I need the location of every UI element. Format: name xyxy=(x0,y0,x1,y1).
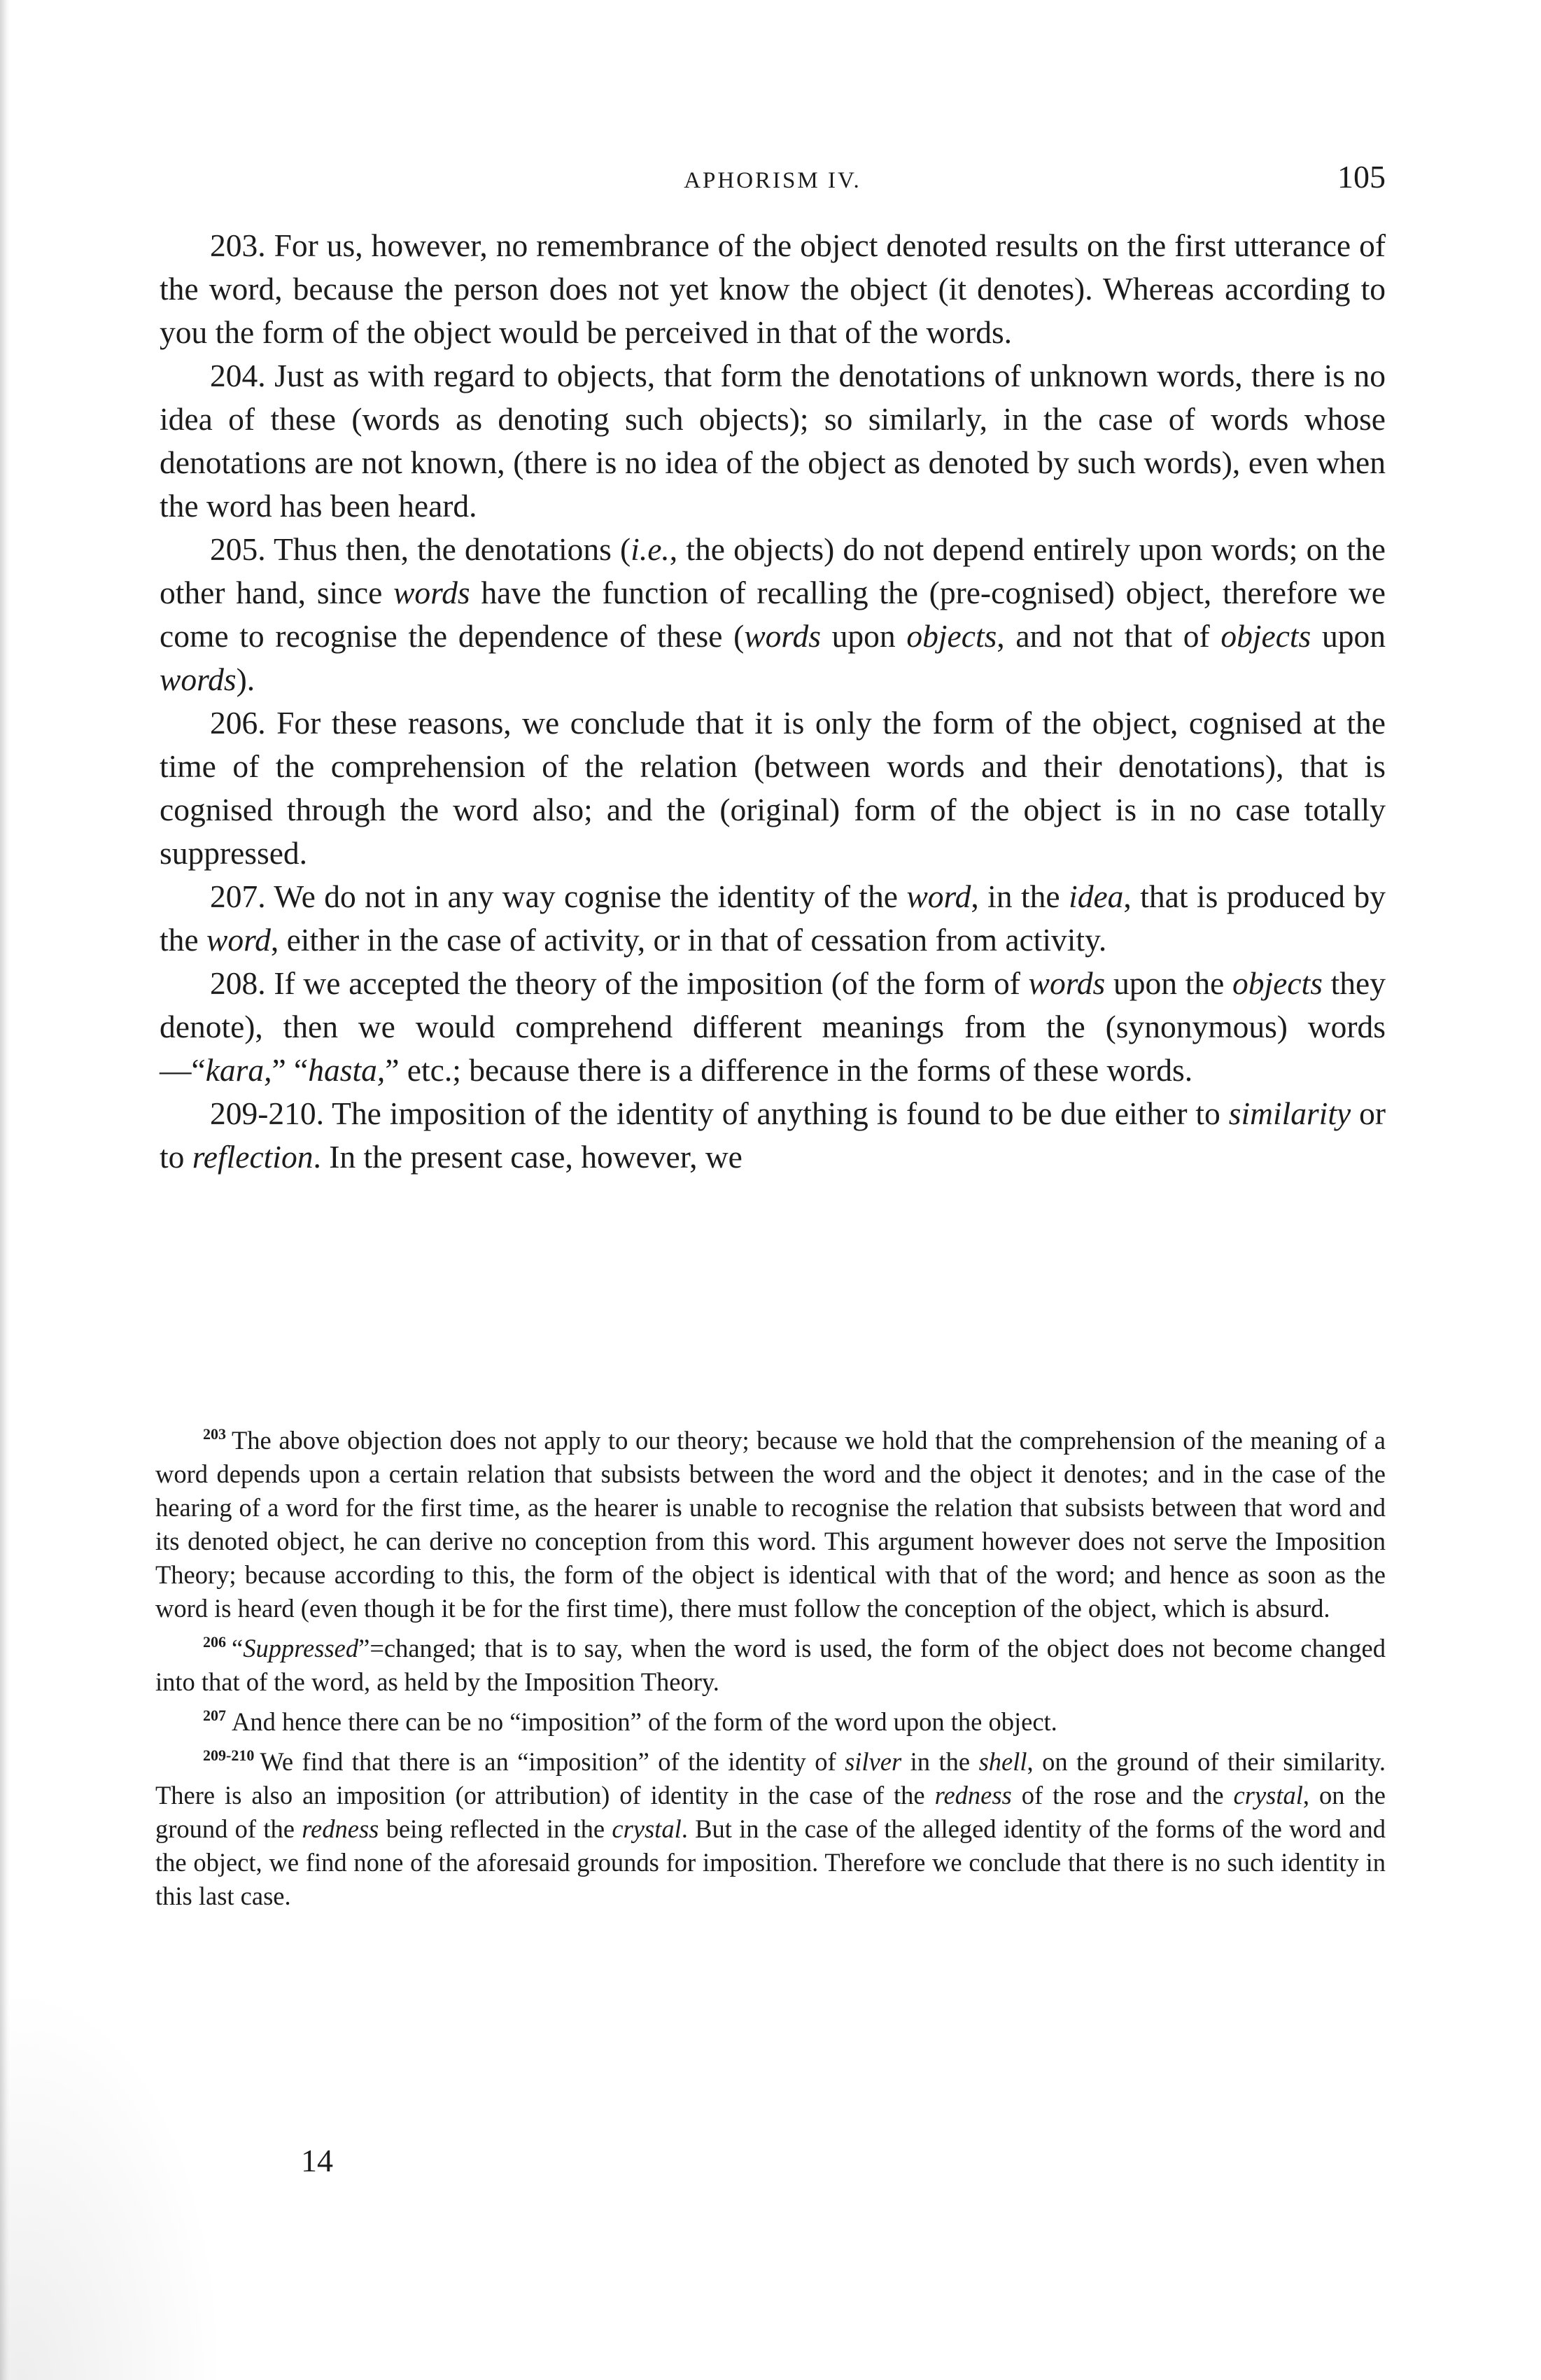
italic-text: word xyxy=(206,922,271,958)
italic-text: crystal xyxy=(1233,1781,1303,1809)
footnote-number: 203 xyxy=(203,1425,226,1443)
text-run: being reflected in the xyxy=(379,1814,612,1843)
text-run: have the function of recalling the (pre-cognised) object, therefore we come to recognise the dependence of these ( xyxy=(160,575,1386,654)
page-number: 105 xyxy=(1337,159,1386,195)
text-run: or to xyxy=(160,1096,1386,1175)
italic-text: kara, xyxy=(205,1052,272,1088)
italic-text: redness xyxy=(302,1814,379,1843)
italic-text: idea xyxy=(1069,878,1124,914)
aphorism-paragraph xyxy=(160,875,1386,962)
italic-text: objects xyxy=(906,618,997,654)
text-run: upon xyxy=(1311,618,1386,654)
footnote xyxy=(155,1699,1386,1739)
page-header xyxy=(160,158,1386,207)
text-run: 208. If we accepted the theory of the imposition (of the form of xyxy=(210,965,1029,1001)
text-run: upon xyxy=(820,618,907,654)
aphorism-paragraph xyxy=(160,962,1386,1092)
italic-text: Suppressed xyxy=(243,1634,359,1662)
text-run: And hence there can be no “imposition” of the form of the word upon the object. xyxy=(232,1707,1057,1736)
italic-text: redness xyxy=(934,1781,1012,1809)
footnotes xyxy=(155,1418,1386,1913)
signature-mark: 14 xyxy=(301,2143,333,2178)
text-run: , that is produced by the xyxy=(160,878,1386,958)
aphorism-paragraph xyxy=(160,354,1386,528)
italic-text: word xyxy=(906,878,971,914)
text-run: ” etc.; because there is a difference in the forms of these words. xyxy=(385,1052,1193,1088)
footnote-number: 206 xyxy=(203,1633,226,1651)
italic-text: silver xyxy=(845,1747,902,1776)
text-run: , on the ground of their similarity. There is also an imposition (or attribution) of identity in the case of the xyxy=(155,1747,1386,1809)
italic-text: crystal xyxy=(612,1814,682,1843)
text-run: upon the xyxy=(1105,965,1233,1001)
footnote-number: 207 xyxy=(203,1707,226,1724)
italic-text: words xyxy=(744,618,821,654)
text-run: they denote), then we would comprehend different meanings from the (synonymous) words—“ xyxy=(160,965,1386,1088)
italic-text: similarity xyxy=(1228,1096,1351,1131)
text-run: 205. Thus then, the denotations ( xyxy=(210,531,631,567)
italic-text: words xyxy=(160,662,237,697)
text-run: ”=changed; that is to say, when the word is used, the form of the object does not become changed into that of the word, as held by the Imposition Theory. xyxy=(155,1634,1386,1696)
text-run: ” “ xyxy=(272,1052,309,1088)
aphorism-paragraph xyxy=(160,701,1386,875)
italic-text: objects xyxy=(1232,965,1323,1001)
scan-shadow xyxy=(0,1988,224,2380)
aphorism-paragraph xyxy=(160,528,1386,701)
text-run: , the objects) do not depend entirely upon words; on the other hand, since xyxy=(160,531,1386,610)
footnote xyxy=(155,1418,1386,1625)
italic-text: reflection xyxy=(192,1139,314,1175)
text-run: The above objection does not apply to our theory; because we hold that the comprehension of the meaning of a word depends upon a certain relation that subsists between the word and the object it denotes; and in the case of the hearing of a word for the first time, as the hearer is unable to recognise the relation that subsists between that word and its denoted object, he can derive no conception from this word. This argument however does not serve the Imposition Theory; because according to this, the form of the object is identical with that of the word; and hence as soon as the word is heard (even though it be for the first time), there must follow the conception of the object, which is absurd. xyxy=(155,1426,1386,1623)
text-run: ). xyxy=(236,662,255,697)
aphorism-paragraph xyxy=(160,1092,1386,1179)
text-run: , in the xyxy=(971,878,1069,914)
italic-text: words xyxy=(1028,965,1106,1001)
italic-text: i.e. xyxy=(631,531,670,567)
text-run: We find that there is an “imposition” of the identity of xyxy=(260,1747,845,1776)
text-run: of the rose and the xyxy=(1011,1781,1234,1809)
text-run: , and not that of xyxy=(997,618,1221,654)
text-run: . But in the case of the alleged identity of the forms of the word and the object, we find none of the aforesaid grounds for imposition. Therefore we conclude that there is no such identity in this last case. xyxy=(155,1814,1386,1910)
text-run: , either in the case of activity, or in that of cessation from activity. xyxy=(270,922,1107,958)
main-text xyxy=(160,224,1386,1179)
text-run: 207. We do not in any way cognise the identity of the xyxy=(210,878,907,914)
text-run: “ xyxy=(232,1634,244,1662)
italic-text: words xyxy=(393,575,470,610)
italic-text: shell xyxy=(978,1747,1027,1776)
text-run: 204. Just as with regard to objects, that form the denotations of unknown words, there is no idea of these (words as denoting such objects); so similarly, in the case of words whose denotations are not known, (there is no idea of the object as denoted by such words), even when the word has been heard. xyxy=(160,358,1386,524)
running-head: APHORISM IV. xyxy=(684,168,861,193)
text-run: in the xyxy=(901,1747,979,1776)
footnote xyxy=(155,1739,1386,1913)
text-run: . In the present case, however, we xyxy=(313,1139,743,1175)
italic-text: hasta, xyxy=(308,1052,386,1088)
italic-text: objects xyxy=(1220,618,1311,654)
text-run: 203. For us, however, no remembrance of the object denoted results on the first utterance of the word, because the person does not yet know the object (it denotes). Whereas according to you the form of the object would be perceived in that of the words. xyxy=(160,227,1386,350)
text-run: 206. For these reasons, we conclude that it is only the form of the object, cognised at the time of the comprehension of the relation (between words and their denotations), that is cognised through the word also; and the (original) form of the object is in no case totally suppressed. xyxy=(160,705,1386,871)
aphorism-paragraph xyxy=(160,224,1386,354)
text-run: , on the ground of the xyxy=(155,1781,1386,1843)
footnote xyxy=(155,1625,1386,1699)
footnote-number: 209-210 xyxy=(203,1746,255,1764)
text-run: 209-210. The imposition of the identity of anything is found to be due either to xyxy=(210,1096,1229,1131)
